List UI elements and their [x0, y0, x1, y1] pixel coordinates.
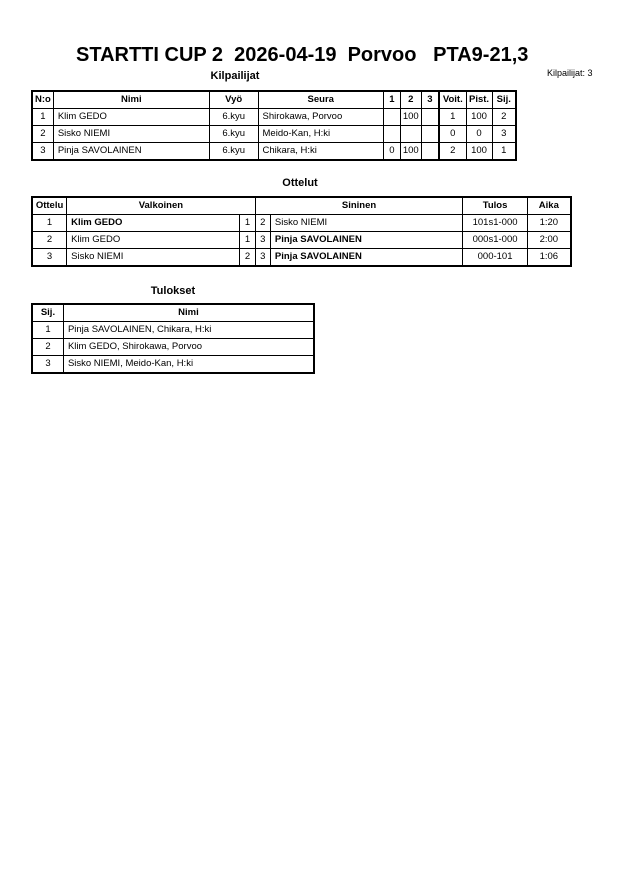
competitors-section-title: Kilpailijat: [210, 70, 260, 82]
results-table: [31, 303, 315, 374]
competitors-table: [31, 90, 517, 161]
match-row: [32, 249, 571, 267]
competitor-belt: 6.kyu: [209, 143, 258, 161]
match-white-name: Klim GEDO: [67, 232, 240, 249]
competitor-count: Kilpailijat: 3: [547, 68, 593, 78]
competitor-points: 0: [466, 126, 492, 143]
competitor-round-1: 0: [383, 143, 400, 161]
col-header-name: Nimi: [53, 91, 209, 109]
result-rank: 1: [32, 322, 63, 339]
competitor-name: Klim GEDO: [53, 109, 209, 126]
competitor-number: 1: [32, 109, 53, 126]
competitor-name: Pinja SAVOLAINEN: [53, 143, 209, 161]
competitor-round-3: [421, 109, 439, 126]
competitor-number: 2: [32, 126, 53, 143]
result-rank: 3: [32, 356, 63, 374]
match-blue-number: 2: [255, 215, 270, 232]
match-result: 000s1-000: [463, 232, 527, 249]
competitor-belt: 6.kyu: [209, 109, 258, 126]
competitor-wins: 2: [439, 143, 466, 161]
match-white-number: 1: [240, 232, 255, 249]
result-row: [32, 339, 314, 356]
col-header-wins: Voit.: [439, 91, 466, 109]
match-time: 1:06: [527, 249, 571, 267]
result-name: Klim GEDO, Shirokawa, Porvoo: [63, 339, 314, 356]
results-header-row: [32, 304, 314, 322]
matches-table: [31, 196, 572, 267]
col-header-round-2: 2: [400, 91, 421, 109]
competitor-round-3: [421, 126, 439, 143]
match-blue-number: 3: [255, 232, 270, 249]
match-white-number: 1: [240, 215, 255, 232]
match-number: 2: [32, 232, 67, 249]
result-rank: 2: [32, 339, 63, 356]
competitor-points: 100: [466, 143, 492, 161]
col-header-club: Seura: [258, 91, 383, 109]
competitor-number: 3: [32, 143, 53, 161]
competitor-points: 100: [466, 109, 492, 126]
match-number: 3: [32, 249, 67, 267]
matches-section-title: Ottelut: [282, 177, 318, 189]
match-row: [32, 215, 571, 232]
match-white-name: Sisko NIEMI: [67, 249, 240, 267]
matches-header-row: [32, 197, 571, 215]
match-result: 101s1-000: [463, 215, 527, 232]
col-header-blue: Sininen: [255, 197, 463, 215]
match-row: [32, 232, 571, 249]
match-blue-name: Pinja SAVOLAINEN: [270, 232, 463, 249]
competitor-club: Shirokawa, Porvoo: [258, 109, 383, 126]
col-header-white: Valkoinen: [67, 197, 255, 215]
match-white-number: 2: [240, 249, 255, 267]
match-result: 000-101: [463, 249, 527, 267]
competitor-wins: 1: [439, 109, 466, 126]
competitor-rank: 3: [492, 126, 516, 143]
col-header-round-3: 3: [421, 91, 439, 109]
match-white-name: Klim GEDO: [67, 215, 240, 232]
page-title: STARTTI CUP 2 2026-04-19 Porvoo PTA9-21,3: [76, 44, 529, 66]
col-header-result: Tulos: [463, 197, 527, 215]
competitor-club: Meido-Kan, H:ki: [258, 126, 383, 143]
competitor-row: [32, 143, 516, 161]
competitor-round-3: [421, 143, 439, 161]
competitor-round-2: 100: [400, 109, 421, 126]
col-header-round-1: 1: [383, 91, 400, 109]
competitor-round-1: [383, 109, 400, 126]
competitor-round-2: 100: [400, 143, 421, 161]
result-row: [32, 322, 314, 339]
col-header-rank: Sij.: [32, 304, 63, 322]
match-number: 1: [32, 215, 67, 232]
competitor-row: [32, 109, 516, 126]
competitor-club: Chikara, H:ki: [258, 143, 383, 161]
col-header-rank: Sij.: [492, 91, 516, 109]
match-blue-name: Sisko NIEMI: [270, 215, 463, 232]
competitor-row: [32, 126, 516, 143]
col-header-number: N:o: [32, 91, 53, 109]
result-name: Pinja SAVOLAINEN, Chikara, H:ki: [63, 322, 314, 339]
result-name: Sisko NIEMI, Meido-Kan, H:ki: [63, 356, 314, 374]
match-time: 1:20: [527, 215, 571, 232]
col-header-time: Aika: [527, 197, 571, 215]
col-header-name: Nimi: [63, 304, 314, 322]
match-time: 2:00: [527, 232, 571, 249]
competitor-round-2: [400, 126, 421, 143]
match-blue-name: Pinja SAVOLAINEN: [270, 249, 463, 267]
competitor-rank: 1: [492, 143, 516, 161]
competitor-belt: 6.kyu: [209, 126, 258, 143]
col-header-belt: Vyö: [209, 91, 258, 109]
competitor-name: Sisko NIEMI: [53, 126, 209, 143]
results-section-title: Tulokset: [150, 285, 196, 297]
result-row: [32, 356, 314, 374]
competitor-wins: 0: [439, 126, 466, 143]
competitors-header-row: [32, 91, 516, 109]
match-blue-number: 3: [255, 249, 270, 267]
col-header-points: Pist.: [466, 91, 492, 109]
col-header-match: Ottelu: [32, 197, 67, 215]
competitor-rank: 2: [492, 109, 516, 126]
competitor-round-1: [383, 126, 400, 143]
